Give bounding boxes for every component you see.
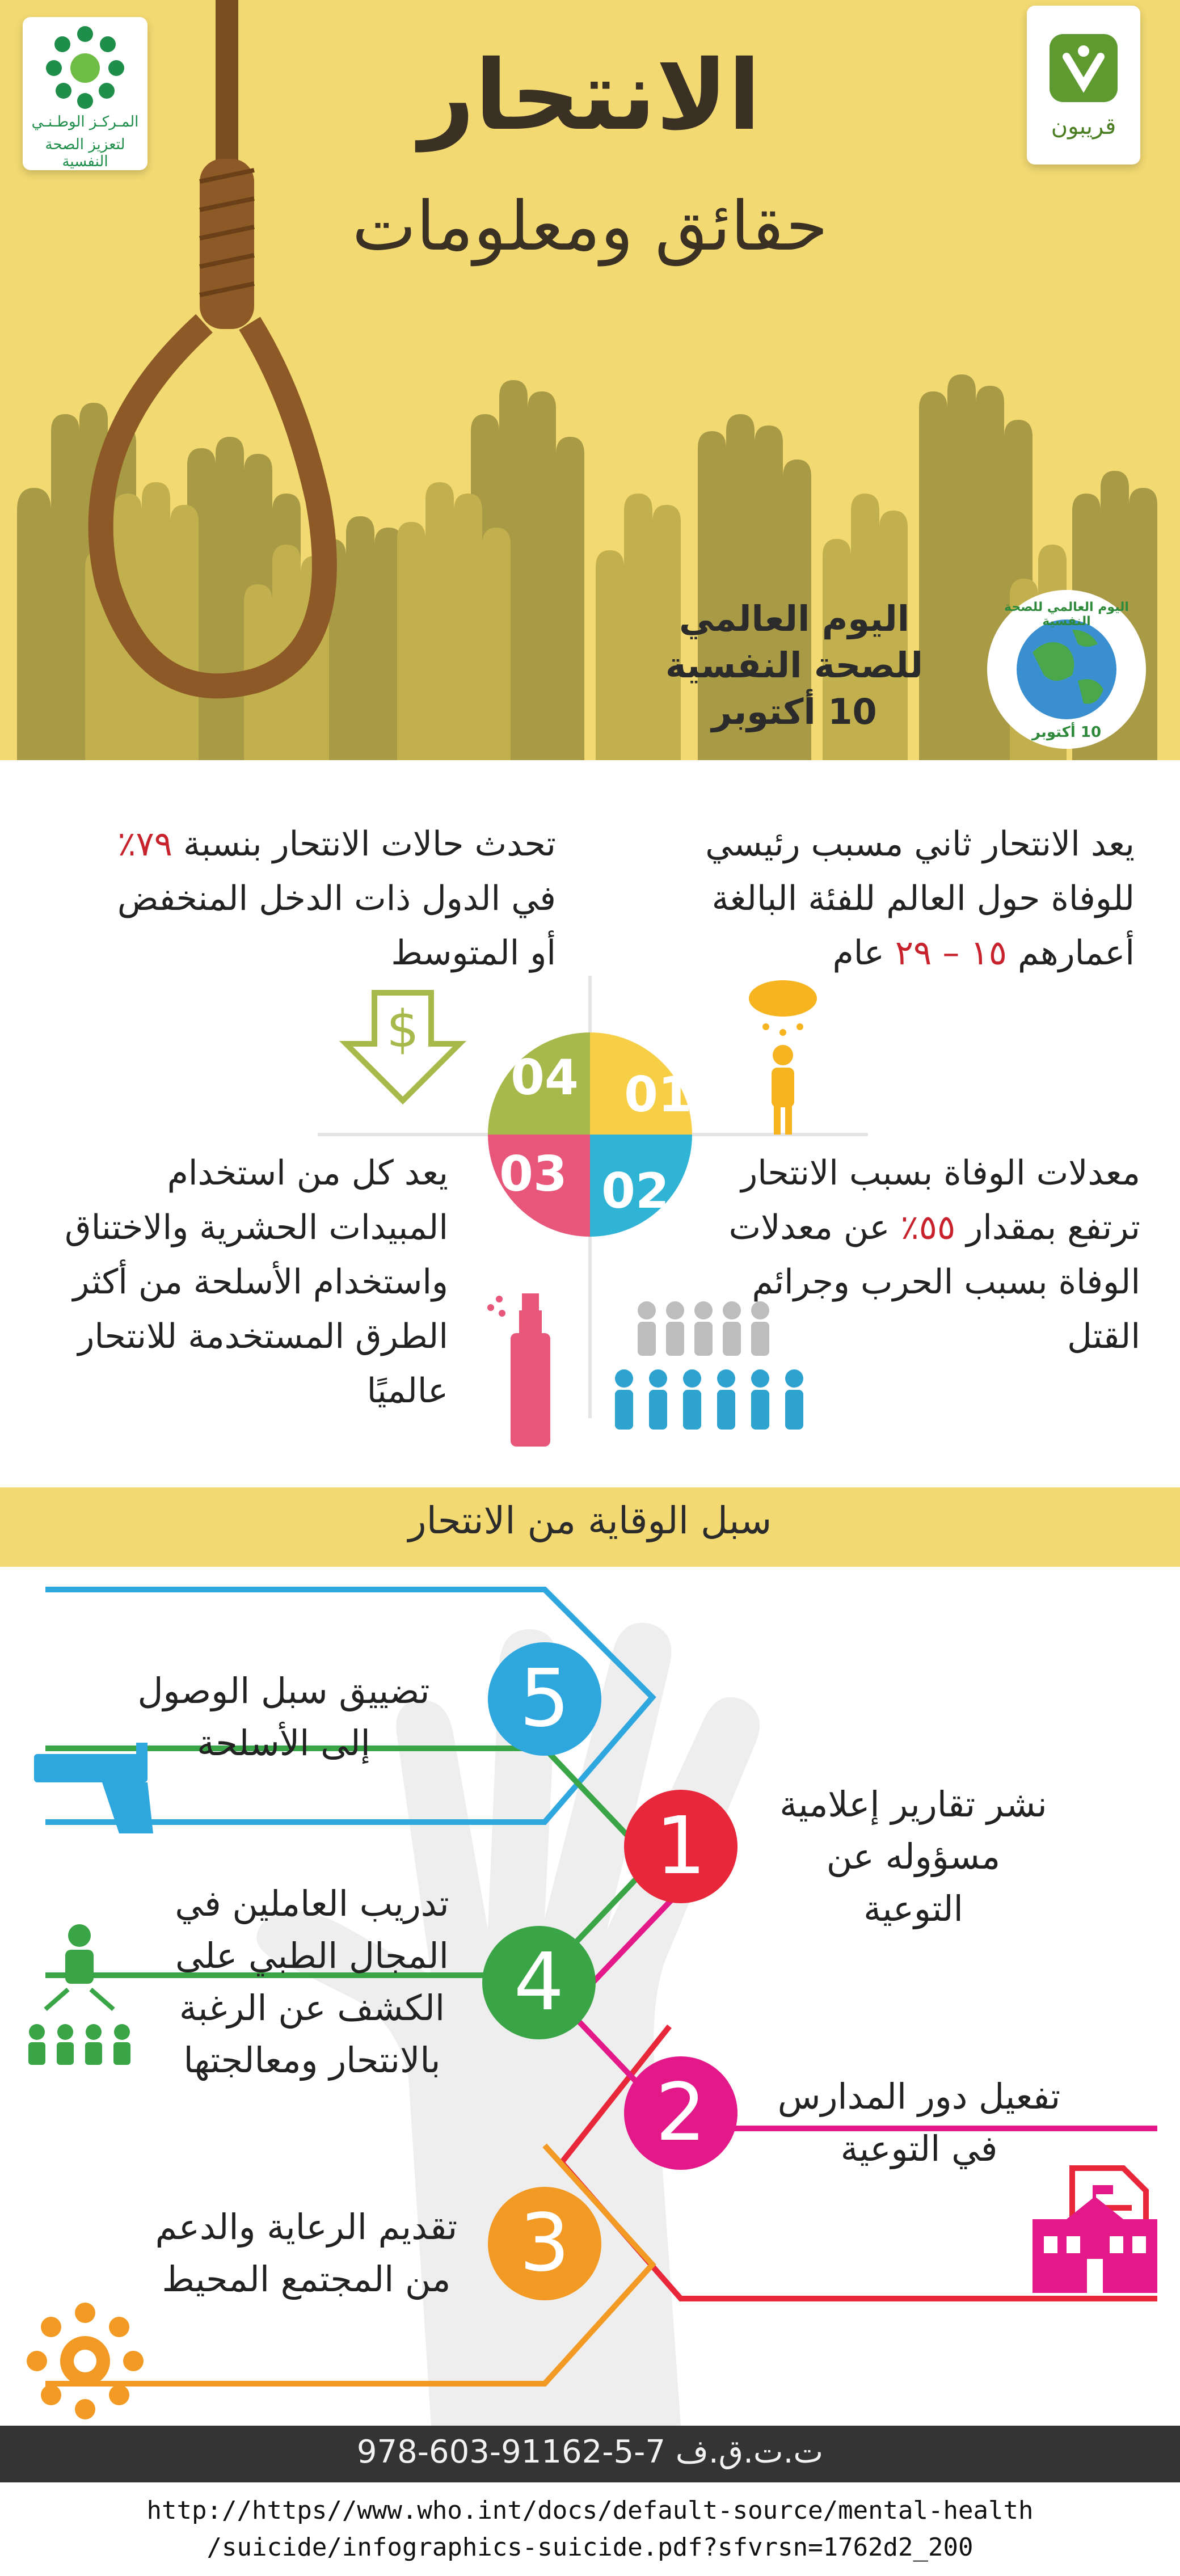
fact-03-line-3: واستخدام الأسلحة من أكثر xyxy=(73,1262,448,1302)
step-4-number: 4 xyxy=(482,1926,596,2039)
ncmh-logo-icon xyxy=(23,17,148,113)
segment-02-number: 02 xyxy=(601,1163,669,1220)
fact-02-line-2a: ترتفع بمقدار xyxy=(955,1208,1140,1247)
segment-01-number: 01 xyxy=(624,1066,692,1123)
fact-04-line-1a: تحدث حالات الانتحار بنسبة xyxy=(172,824,556,864)
step-1-line-1: نشر تقارير إعلامية xyxy=(779,1784,1047,1825)
isbn-text: ت.ت.ق.ف 7-5-91162-603-978 xyxy=(356,2434,824,2470)
globe-bottom-text: 10 أكتوبر xyxy=(1031,724,1102,741)
step-1-line-3: التوعية xyxy=(863,1888,963,1929)
world-day-line-2: للصحة النفسية xyxy=(665,644,923,686)
page-title: الانتحار xyxy=(419,40,761,152)
fact-02-line-2c: عن معدلات xyxy=(728,1208,901,1247)
fact-03-line-2: المبيدات الحشرية والاختناق xyxy=(65,1208,448,1247)
medical-staff-icon xyxy=(28,1924,130,2065)
world-day-text xyxy=(652,596,936,735)
step-5-text xyxy=(102,1665,465,1769)
community-care-icon xyxy=(27,2303,144,2419)
step-3-text xyxy=(130,2201,482,2305)
step-4-line-4: بالانتحار ومعالجتها xyxy=(183,2039,441,2081)
world-day-line-1: اليوم العالمي xyxy=(678,598,910,639)
fact-04-line-3: أو المتوسط xyxy=(391,933,556,973)
ncmh-logo-line1: المـركـز الوطـنـي xyxy=(31,113,139,130)
svg-text:$: $ xyxy=(386,1000,419,1059)
world-day-line-3: 10 أكتوبر xyxy=(711,691,877,732)
page-subtitle: حقائق ومعلومات xyxy=(352,187,828,266)
step-4-line-2: المجال الطبي على xyxy=(175,1935,449,1976)
step-3-number: 3 xyxy=(488,2187,601,2300)
school-icon xyxy=(1032,2185,1157,2293)
fact-03-line-4: الطرق المستخدمة للانتحار xyxy=(78,1317,448,1356)
prevention-title: سبل الوقاية من الانتحار xyxy=(408,1499,772,1542)
fact-04-line-2: في الدول ذات الدخل المنخفض xyxy=(117,879,556,918)
step-2-line-1: تفعيل دور المدارس xyxy=(777,2076,1061,2117)
step-1-number: 1 xyxy=(624,1790,738,1903)
ncmh-logo-line2: لتعزيز الصحة النفسية xyxy=(45,136,125,170)
world-day-badge xyxy=(987,590,1146,749)
header-banner xyxy=(0,0,1180,760)
fact-02-line-1: معدلات الوفاة بسبب الانتحار xyxy=(741,1153,1140,1193)
fact-03-line-5: عالميًا xyxy=(366,1371,448,1411)
step-5-number: 5 xyxy=(488,1642,601,1756)
segment-03-number: 03 xyxy=(499,1146,567,1203)
fact-02-line-3: الوفاة بسبب الحرب وجرائم xyxy=(752,1262,1140,1302)
fact-01-text xyxy=(635,817,1135,980)
fact-01-line-3c: عام xyxy=(832,933,895,973)
step-4-line-1: تدريب العاملين في xyxy=(175,1883,449,1924)
fact-04-percent: ٧٩٪ xyxy=(117,824,172,864)
fact-04-line-1 xyxy=(45,817,556,871)
fact-02-text xyxy=(669,1146,1140,1364)
step-4-line-3: الكشف عن الرغبة xyxy=(179,1987,445,2029)
step-3-line-2: من المجتمع المحيط xyxy=(162,2258,451,2300)
step-2-number: 2 xyxy=(624,2056,738,2170)
qaribon-logo-icon xyxy=(1027,6,1140,119)
step-3-line-1: تقديم الرعاية والدعم xyxy=(155,2206,458,2248)
fact-01-line-2: للوفاة حول العالم للفئة البالغة xyxy=(711,879,1135,918)
globe-top-text: اليوم العالمي للصحة النفسية xyxy=(1004,600,1129,629)
step-5-line-1: تضييق سبل الوصول xyxy=(137,1670,430,1711)
rain-person-icon xyxy=(749,980,817,1135)
ncmh-logo xyxy=(23,17,148,170)
step-1-line-2: مسؤوله عن xyxy=(826,1836,1001,1877)
spray-can-icon xyxy=(487,1293,550,1447)
step-5-line-2: إلى الأسلحة xyxy=(197,1722,370,1764)
dollar-down-arrow-icon xyxy=(346,993,460,1101)
fact-02-line-4: القتل xyxy=(1067,1317,1140,1356)
source-url-line-2[interactable]: /suicide/infographics-suicide.pdf?sfvrsn=1762d2_200 xyxy=(206,2533,974,2562)
fact-01-line-1: يعد الانتحار ثاني مسبب رئيسي xyxy=(705,824,1135,864)
step-2-text xyxy=(749,2071,1089,2175)
fact-04-text xyxy=(45,817,556,980)
fact-02-line-2 xyxy=(669,1200,1140,1255)
step-4-text xyxy=(153,1878,471,2086)
qaribon-logo-label: قريبون xyxy=(1051,113,1116,140)
step-2-line-2: في التوعية xyxy=(840,2128,998,2169)
source-url-line-1[interactable]: http://https//www.who.int/docs/default-source/mental-health xyxy=(146,2496,1034,2525)
fact-02-percent: ٥٥٪ xyxy=(900,1208,956,1247)
fact-03-line-1: يعد كل من استخدام xyxy=(167,1153,448,1193)
segment-04-number: 04 xyxy=(511,1049,579,1106)
fact-01-line-3a: أعمارهم xyxy=(1006,933,1135,973)
fact-01-age-range: ١٥ – ٢٩ xyxy=(895,933,1007,973)
fact-03-text xyxy=(17,1146,448,1418)
fact-01-line-3 xyxy=(635,926,1135,980)
step-1-text xyxy=(755,1778,1072,1935)
qaribon-logo xyxy=(1027,6,1140,165)
